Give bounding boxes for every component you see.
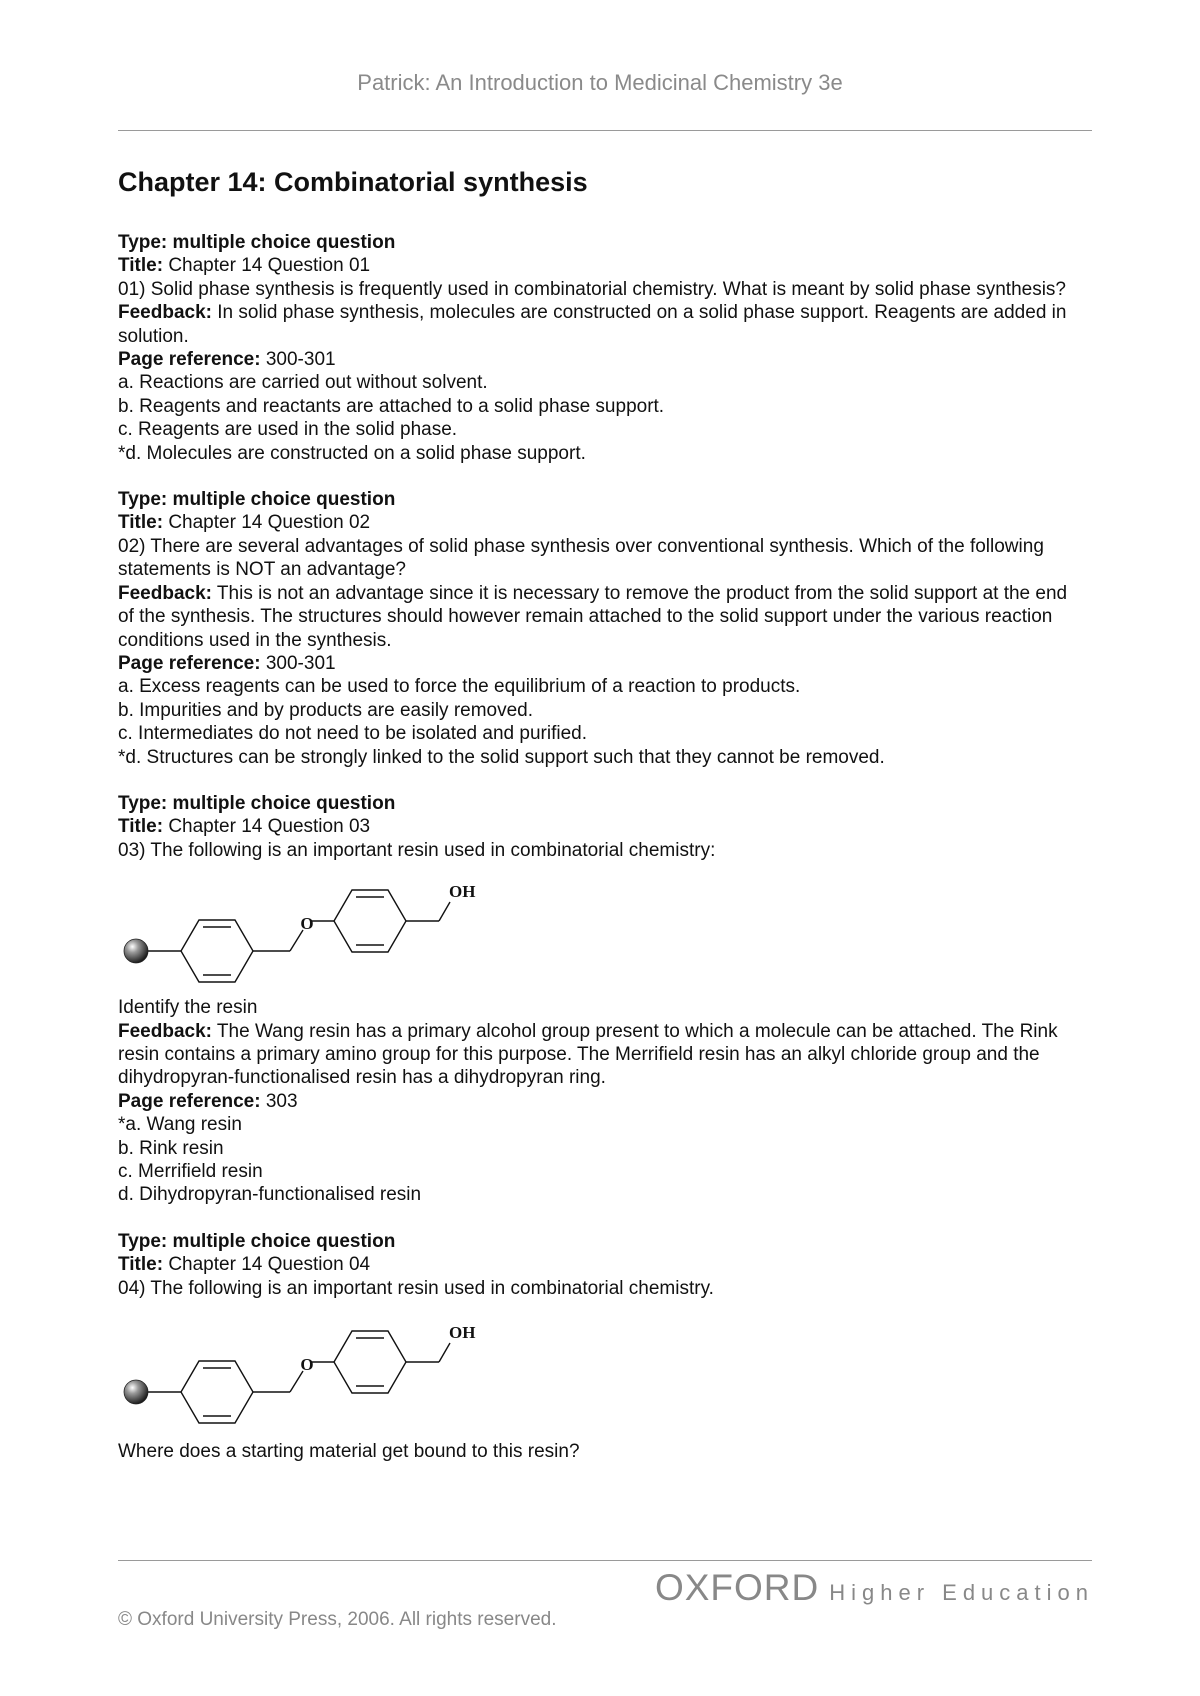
- question-prompt: Identify the resin: [118, 997, 258, 1019]
- page-reference: 303: [265, 1090, 298, 1112]
- oxygen-atom-label: O: [300, 914, 314, 934]
- title-label: Title:: [118, 512, 164, 534]
- page-reference-label: Page reference:: [118, 652, 261, 674]
- page-reference-label: Page reference:: [118, 1090, 261, 1112]
- answer-option: c. Reagents are used in the solid phase.: [118, 419, 458, 441]
- type-label: Type:: [118, 489, 168, 511]
- question-type: multiple choice question: [172, 489, 396, 511]
- feedback-line: [118, 582, 1078, 652]
- feedback-line: [118, 1020, 1078, 1090]
- question-block: [118, 231, 1078, 465]
- question-type: multiple choice question: [172, 1230, 396, 1252]
- document-body: [118, 165, 1078, 1486]
- question-title: Chapter 14 Question 03: [168, 816, 371, 838]
- question-prompt: Where does a starting material get bound to this resin?: [118, 1441, 580, 1463]
- page-reference-label: Page reference:: [118, 349, 261, 371]
- feedback-label: Feedback:: [118, 302, 212, 324]
- feedback-label: Feedback:: [118, 582, 212, 604]
- page-reference-line: [118, 652, 1078, 675]
- benzene-ring: [181, 920, 253, 982]
- question-title: Chapter 14 Question 01: [168, 255, 371, 277]
- title-label: Title:: [118, 1254, 164, 1276]
- resin-bead: [124, 1380, 148, 1404]
- chapter-title: Chapter 14: Combinatorial synthesis: [118, 167, 588, 197]
- title-label: Title:: [118, 816, 164, 838]
- question-title-line: [118, 254, 1078, 277]
- benzene-ring: [181, 1361, 253, 1423]
- question-title-line: [118, 511, 1078, 534]
- hydroxyl-label: OH: [449, 882, 476, 902]
- header-rule: [118, 130, 1092, 131]
- question-text: 02) There are several advantages of solid phase synthesis over conventional synthesis. Which of the following statements is NOT an advantage?: [118, 535, 1044, 581]
- feedback-text: In solid phase synthesis, molecules are constructed on a solid phase support. Reagents are added in solution.: [118, 302, 1067, 347]
- benzene-ring: [334, 890, 406, 952]
- answer-option: b. Impurities and by products are easily removed.: [118, 699, 534, 721]
- type-label: Type:: [118, 1230, 168, 1252]
- bond: [439, 902, 450, 921]
- type-label: Type:: [118, 232, 168, 253]
- feedback-line: [118, 301, 1078, 348]
- feedback-text: The Wang resin has a primary alcohol group present to which a molecule can be attached. The Rink resin contains a primary amino group for this purpose. The Merrifield resin has an alkyl chloride group and the dihydropyran-functionalised resin has a dihydropyran ring.: [118, 1020, 1058, 1089]
- copyright-notice: © Oxford University Press, 2006. All rights reserved.: [118, 1609, 557, 1630]
- wang-resin-structure: [114, 1316, 494, 1436]
- question-text: 04) The following is an important resin used in combinatorial chemistry.: [118, 1277, 714, 1299]
- benzene-ring: [334, 1331, 406, 1393]
- question-type-line: [118, 1230, 1078, 1253]
- bond: [290, 930, 303, 951]
- brand-subtitle: Higher Education: [829, 1580, 1094, 1605]
- page-reference: 300-301: [265, 349, 336, 371]
- title-label: Title:: [118, 255, 164, 277]
- question-block: [118, 792, 1078, 1207]
- question-block: [118, 488, 1078, 769]
- oxygen-atom-label: O: [300, 1355, 314, 1375]
- page-reference-line: [118, 1090, 1078, 1113]
- brand-name: OXFORD: [654, 1567, 820, 1608]
- question-type: multiple choice question: [172, 232, 396, 253]
- resin-bead: [124, 939, 148, 963]
- answer-option: *d. Structures can be strongly linked to the solid support such that they cannot be removed.: [118, 746, 885, 768]
- question-text: 01) Solid phase synthesis is frequently used in combinatorial chemistry. What is meant by solid phase synthesis?: [118, 278, 1066, 300]
- answer-option: *a. Wang resin: [118, 1114, 242, 1136]
- answer-option: a. Excess reagents can be used to force the equilibrium of a reaction to products.: [118, 676, 801, 698]
- question-type-line: [118, 792, 1078, 815]
- question-title: Chapter 14 Question 04: [168, 1254, 371, 1276]
- question-title-line: [118, 815, 1078, 838]
- footer-rule: [118, 1560, 1092, 1561]
- answer-option: *d. Molecules are constructed on a solid phase support.: [118, 442, 586, 464]
- answer-option: c. Intermediates do not need to be isolated and purified.: [118, 723, 587, 745]
- bond: [439, 1343, 450, 1362]
- hydroxyl-label: OH: [449, 1323, 476, 1343]
- page-reference-line: [118, 348, 1078, 371]
- wang-resin-structure: [114, 875, 494, 995]
- question-title-line: [118, 1253, 1078, 1276]
- question-type-line: [118, 488, 1078, 511]
- feedback-text: This is not an advantage since it is necessary to remove the product from the solid support at the end of the synthesis. The structures should however remain attached to the solid support under the various reaction conditions used in the synthesis.: [118, 582, 1068, 651]
- answer-option: a. Reactions are carried out without solvent.: [118, 372, 488, 394]
- answer-option: b. Rink resin: [118, 1137, 224, 1159]
- question-type: multiple choice question: [172, 792, 396, 814]
- page-header: Patrick: An Introduction to Medicinal Chemistry 3e: [357, 70, 843, 95]
- publisher-logo: [655, 1567, 1094, 1609]
- feedback-label: Feedback:: [118, 1020, 212, 1042]
- question-title: Chapter 14 Question 02: [168, 512, 371, 534]
- answer-option: d. Dihydropyran-functionalised resin: [118, 1184, 422, 1206]
- question-text: 03) The following is an important resin used in combinatorial chemistry:: [118, 839, 716, 861]
- type-label: Type:: [118, 792, 168, 814]
- answer-option: c. Merrifield resin: [118, 1161, 263, 1182]
- question-type-line: [118, 231, 1078, 254]
- page-reference: 300-301: [265, 652, 336, 674]
- question-block: [118, 1230, 1078, 1464]
- answer-option: b. Reagents and reactants are attached to a solid phase support.: [118, 395, 665, 417]
- bond: [290, 1371, 303, 1392]
